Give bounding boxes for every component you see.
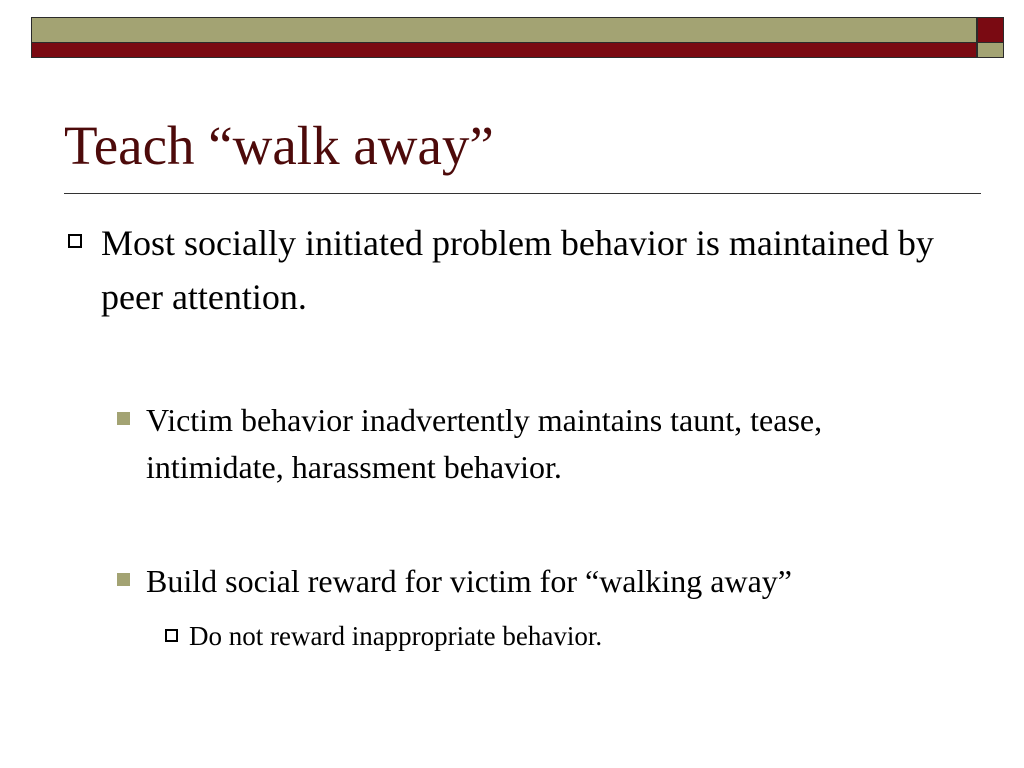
slide-title: Teach “walk away”	[64, 115, 494, 176]
bullet-level-3	[165, 617, 865, 655]
bullet-level-1	[64, 216, 944, 324]
hollow-square-bullet-icon	[68, 234, 82, 248]
title-divider	[64, 193, 981, 194]
bullet-text: Most socially initiated problem behavior is maintained by peer attention.	[101, 223, 934, 317]
header-square-olive	[977, 42, 1004, 58]
header-band-olive	[31, 17, 977, 43]
bullet-text: Build social reward for victim for “walking away”	[146, 563, 792, 599]
bullet-level-2	[117, 397, 917, 491]
filled-square-bullet-icon	[117, 412, 130, 425]
filled-square-bullet-icon	[117, 573, 130, 586]
hollow-square-bullet-icon	[165, 629, 178, 642]
bullet-text: Do not reward inappropriate behavior.	[189, 621, 603, 651]
bullet-level-2	[117, 558, 917, 605]
header-square-maroon	[977, 17, 1004, 43]
header-band-maroon	[31, 42, 977, 58]
bullet-text: Victim behavior inadvertently maintains taunt, tease, intimidate, harassment behavior.	[146, 402, 823, 485]
